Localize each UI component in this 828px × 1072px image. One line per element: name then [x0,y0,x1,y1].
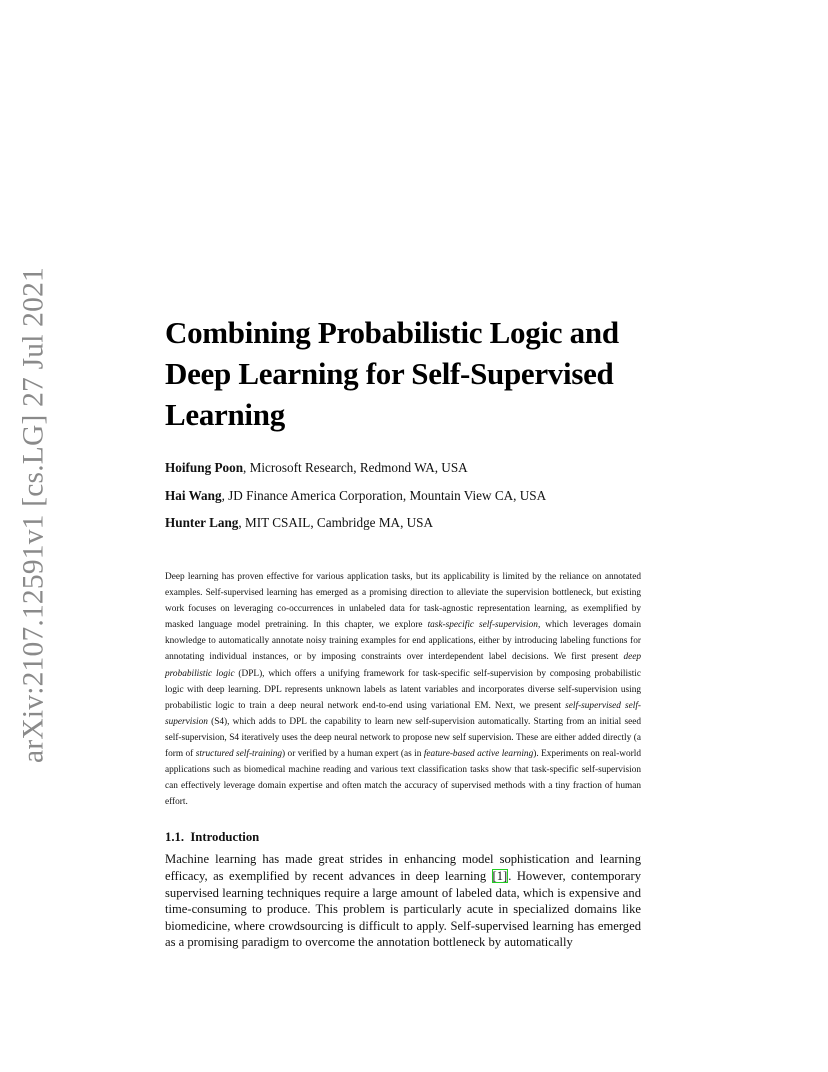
section-title: Introduction [190,830,260,845]
author-affiliation: , Microsoft Research, Redmond WA, USA [243,460,468,475]
section-heading [165,828,641,846]
intro-text: . However, contemporary supervised learning techniques require a large amount of labeled data, which is expensive and time-consuming to produce. This problem is particularly acute in specialized domains like biomedicine, where crowdsourcing is difficult to apply. Self-supervised learning has emerged as a promising paradigm to overcome the annotation bottleneck by automatically [165,869,641,950]
author-affiliation: , MIT CSAIL, Cambridge MA, USA [238,515,434,530]
author-affiliation: , JD Finance America Corporation, Mountain View CA, USA [221,487,547,503]
author-line [165,514,641,532]
paper-title: Combining Probabilistic Logic and Deep Learning for Self-Supervised Learning [165,315,619,432]
paper-first-page [165,312,641,964]
abstract-text: ). Experiments on real-world applications such as biomedical machine reading and various text classification tasks show that task-specific self-supervision can effectively leverage domain expertise and often match the accuracy of supervised methods with a tiny fraction of human effort. [165,749,641,808]
author-name: Hunter Lang [165,515,239,530]
abstract-text: (S4), which adds to DPL the capability to learn new self-supervision automatically. Starting from an initial seed self-supervision, S4 iteratively uses the deep neural network to propose new self supervision. These are either added directly (a form of [165,716,641,760]
section-number: 1.1. [165,830,185,845]
abstract-text: Deep learning has proven effective for various application tasks, but its applicability is limited by the reliance on annotated examples. Self-supervised learning has emerged as a promising direction to alleviate the supervision bottleneck, but existing work focuses on leveraging co-occurrences in unlabeled data for task-agnostic representation learning, as exemplified by masked language model pretraining. In this chapter, we explore [165,572,641,631]
abstract-emphasis: task-specific self-supervision [427,620,538,631]
author-line [165,459,641,477]
intro-text: Machine learning has made great strides in enhancing model sophistication and learning efficacy, as exemplified by recent advances in deep learning [165,852,641,883]
abstract [165,569,641,810]
author-name: Hoifung Poon [165,460,244,475]
abstract-emphasis: structured self-training [195,749,283,760]
abstract-emphasis: self-supervised self-supervision [165,700,641,727]
citation-link[interactable]: [1] [492,869,508,883]
author-list [165,459,641,532]
author-name: Hai Wang [165,487,222,503]
abstract-emphasis: deep probabilistic logic [165,652,641,679]
abstract-emphasis: feature-based active learning [423,749,534,760]
arxiv-identifier-stamp: arXiv:2107.12591v1 [cs.LG] 27 Jul 2021 [17,267,50,763]
abstract-text: (DPL), which offers a unifying framework for task-specific self-supervision by composing probabilistic logic with deep learning. DPL represents unknown labels as latent variables and incorporates diverse self-supervision using probabilistic logic to train a deep neural network end-to-end using variational EM. Next, we present [165,668,641,711]
introduction-paragraph [165,851,641,951]
abstract-text: , which leverages domain knowledge to automatically annotate noisy training examples for end applications, either by introducing labeling functions for annotating individual instances, or by imposing constraints over interdependent label decisions. We first present [165,620,641,663]
author-line [165,487,641,505]
abstract-text: ) or verified by a human expert (as in [282,749,424,760]
